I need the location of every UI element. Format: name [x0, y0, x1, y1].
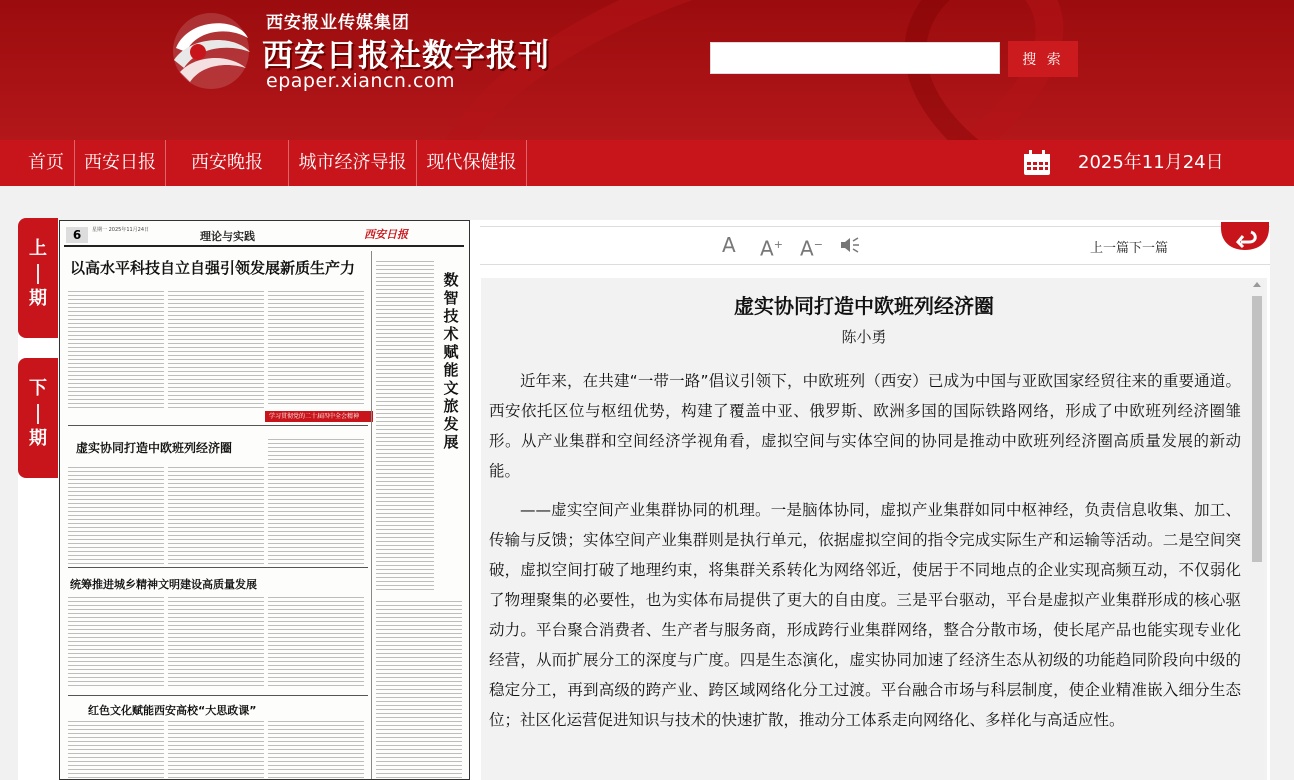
article-pager — [1090, 237, 1168, 256]
story-headline[interactable]: 以高水平科技自立自强引领发展新质生产力 — [70, 259, 356, 277]
nav-item-xian-daily[interactable]: 西安日报 — [75, 140, 166, 186]
next-issue-label-1: 下 — [29, 378, 47, 399]
font-increase-button[interactable] — [760, 231, 783, 259]
brand-group-name: 西安报业传媒集团 — [266, 13, 410, 33]
previous-issue-label-1: 上 — [29, 238, 47, 259]
scroll-up-arrow-icon[interactable] — [1253, 282, 1261, 287]
next-issue-button[interactable] — [18, 358, 58, 478]
logo-icon — [168, 8, 254, 94]
back-icon[interactable] — [1221, 222, 1269, 250]
prev-article-link[interactable]: 上一篇 — [1090, 241, 1130, 256]
text-column — [268, 439, 364, 567]
nav-item-home[interactable]: 首页 — [18, 140, 75, 186]
font-decrease-label: A — [800, 236, 814, 261]
nav-item-city-economy[interactable]: 城市经济导报 — [289, 140, 417, 186]
previous-issue-button[interactable] — [18, 218, 58, 338]
article-toolbar — [480, 226, 1270, 265]
paper-name: 西安日报 — [364, 228, 408, 241]
story-headline[interactable]: 统筹推进城乡精神文明建设高质量发展 — [70, 578, 257, 591]
text-column — [168, 721, 264, 780]
text-column — [68, 597, 164, 687]
font-reset-button[interactable]: A — [722, 233, 736, 257]
divider — [68, 425, 368, 426]
site-title: 西安日报社数字报刊 — [262, 38, 550, 74]
article-panel — [481, 278, 1267, 780]
site-header — [0, 0, 1294, 140]
previous-issue-label-2: 期 — [29, 288, 47, 309]
story-headline[interactable]: 红色文化赋能西安高校“大思政课” — [88, 704, 257, 717]
article-scrollbar[interactable] — [1250, 280, 1264, 780]
font-decrease-button[interactable] — [800, 231, 823, 259]
search-button[interactable]: 搜 索 — [1008, 41, 1078, 77]
text-column — [68, 291, 164, 411]
divider — [371, 251, 372, 780]
page-masthead — [64, 225, 464, 247]
next-article-link[interactable]: 下一篇 — [1129, 241, 1169, 256]
site-url: epaper.xiancn.com — [266, 70, 456, 92]
text-column — [168, 597, 264, 687]
text-column — [376, 601, 462, 780]
article-title: 虚实协同打造中欧班列经济圈 — [734, 294, 994, 318]
article-body — [489, 366, 1241, 744]
divider — [68, 695, 368, 696]
scrollbar-thumb[interactable] — [1252, 296, 1262, 562]
newspaper-page-image[interactable] — [59, 220, 470, 780]
text-column — [68, 721, 164, 780]
story-headline[interactable]: 虚实协同打造中欧班列经济圈 — [76, 441, 233, 455]
red-banner-text: 学习贯彻党的二十届四中全会精神 — [269, 413, 360, 420]
divider — [37, 404, 39, 424]
divider — [37, 264, 39, 284]
search-input[interactable] — [710, 42, 1000, 74]
next-issue-label-2: 期 — [29, 428, 47, 449]
text-column — [268, 597, 364, 687]
plus-mark: + — [773, 238, 783, 251]
nav-item-modern-health[interactable]: 现代保健报 — [417, 140, 527, 186]
issue-date[interactable]: 2025年11月24日 — [1078, 152, 1224, 173]
article-author: 陈小勇 — [841, 328, 887, 346]
minus-mark: − — [813, 238, 823, 251]
text-column — [268, 291, 364, 406]
font-increase-label: A — [760, 236, 774, 261]
text-column — [68, 467, 164, 567]
vertical-headline[interactable]: 数智技术赋能文旅发展 — [443, 271, 459, 451]
page-meta: 星期一 2025年11月24日 — [92, 227, 150, 233]
page-section-name: 理论与实践 — [200, 230, 255, 243]
calendar-icon[interactable] — [1023, 150, 1051, 176]
content-spacer — [18, 186, 1270, 220]
speaker-icon[interactable] — [840, 236, 860, 254]
article-paragraph: ——虚实空间产业集群协同的机理。一是脑体协同，虚拟产业集群如同中枢神经，负责信息收集、加工、传输与反馈；实体空间产业集群则是执行单元，依据虚拟空间的指令完成实际生产和运输等活动。二是空间突破，虚拟空间打破了地理约束，将集群关系转化为网络邻近，使居于不同地点的企业实现高频互动，不仅弱化了物理聚集的必要性，也为实体布局提供了更大的自由度。三是平台驱动，平台是虚拟产业集群形成的核心驱动力。平台聚合消费者、生产者与服务商，形成跨行业集群网络，整合分散市场，使长尾产品也能实现专业化经营，从而扩展分工的深度与广度。四是生态演化，虚实协同加速了经济生态从初级的功能趋同阶段向中级的稳定分工，再到高级的跨产业、跨区域网络化分工过渡。平台融合市场与科层制度，使企业精准嵌入细分生态位；社区化运营促进知识与技术的快速扩散，推动分工体系走向网络化、多样化与高适应性。 — [489, 501, 1241, 729]
text-column — [168, 467, 264, 567]
article-paragraph: 近年来，在共建“一带一路”倡议引领下，中欧班列（西安）已成为中国与亚欧国家经贸往来的重要通道。西安依托区位与枢纽优势，构建了覆盖中亚、俄罗斯、欧洲多国的国际铁路网络，形成了中欧班列经济圈雏形。从产业集群和空间经济学视角看，虚拟空间与实体空间的协同是推动中欧班列经济圈高质量发展的新动能。 — [489, 372, 1241, 480]
nav-item-xian-evening[interactable]: 西安晚报 — [166, 140, 289, 186]
divider — [68, 567, 368, 568]
page-number: 6 — [66, 227, 88, 243]
text-column — [376, 261, 434, 591]
main-nav — [0, 140, 1294, 186]
text-column — [268, 721, 364, 780]
text-column — [168, 291, 264, 411]
